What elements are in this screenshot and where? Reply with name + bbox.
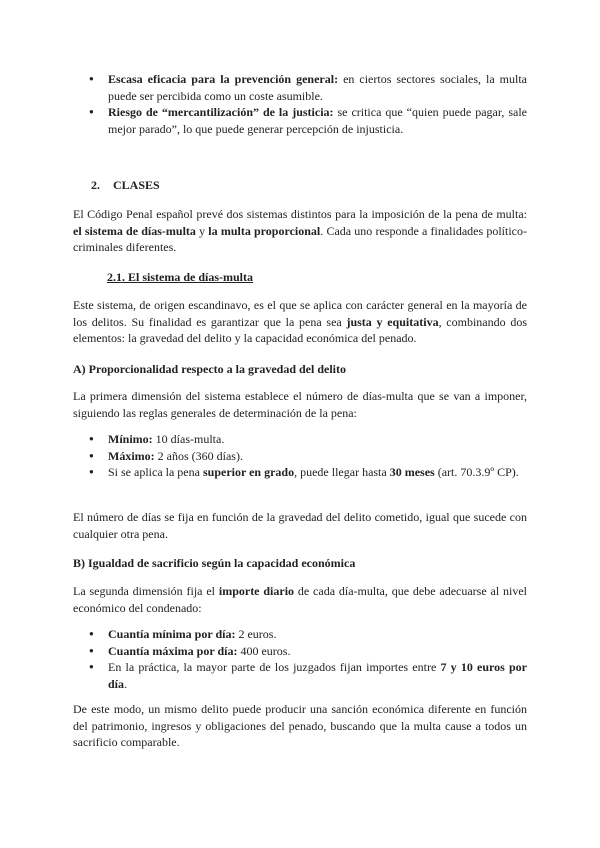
list-item: ● Mínimo: 10 días-multa.: [73, 431, 527, 448]
paragraph-b2: De este modo, un mismo delito puede producir una sanción económica diferente en función del patrimonio, ingresos y obligaciones del penado, buscando que la multa cause a todos un sacrificio comparable.: [73, 702, 527, 749]
bullet-list-b: [73, 626, 527, 692]
list-item: ● Máximo: 2 años (360 días).: [73, 448, 527, 465]
section-heading: 2. CLASES: [91, 178, 160, 192]
paragraph-b: La segunda dimensión fija el importe diario de cada día-multa, que debe adecuarse al nivel económico del condenado:: [73, 584, 527, 615]
intro-paragraph: El Código Penal español prevé dos sistemas distintos para la imposición de la pena de multa: el sistema de días-multa y la multa proporcional. Cada uno responde a finalidades político-criminales diferentes.: [73, 207, 528, 254]
paragraph-a: La primera dimensión del sistema establece el número de días-multa que se van a imponer, siguiendo las reglas generales de determinación de la pena:: [73, 389, 527, 420]
list-item: ● En la práctica, la mayor parte de los juzgados fijan importes entre 7 y 10 euros por día.: [73, 659, 527, 692]
paragraph-a2: El número de días se fija en función de la gravedad del delito cometido, igual que sucede con cualquier otra pena.: [73, 510, 527, 541]
list-item: ● Escasa eficacia para la prevención general: en ciertos sectores sociales, la multa puede ser percibida como un coste asumible.: [73, 71, 527, 104]
subsection-heading: 2.1. El sistema de días-multa: [107, 270, 254, 284]
list-item: ● Cuantía máxima por día: 400 euros.: [73, 643, 527, 660]
list-item: ● Cuantía mínima por día: 2 euros.: [73, 626, 527, 643]
system-paragraph: Este sistema, de origen escandinavo, es el que se aplica con carácter general en la mayoría de los delitos. Su finalidad es garantizar que la pena sea justa y equitativa, combinando dos elementos: la gravedad del delito y la capacidad económica del penado.: [73, 298, 528, 345]
list-item: ● Si se aplica la pena superior en grado, puede llegar hasta 30 meses (art. 70.3.9º CP).: [73, 464, 527, 481]
bullet-list-a: [73, 431, 527, 481]
top-bullet-list: [73, 71, 527, 137]
heading-a: A) Proporcionalidad respecto a la gravedad del delito: [73, 362, 346, 376]
heading-b: B) Igualdad de sacrificio según la capacidad económica: [73, 556, 356, 570]
list-item: ● Riesgo de “mercantilización” de la justicia: se critica que “quien puede pagar, sale mejor parado”, lo que puede generar percepción de injusticia.: [73, 104, 527, 137]
